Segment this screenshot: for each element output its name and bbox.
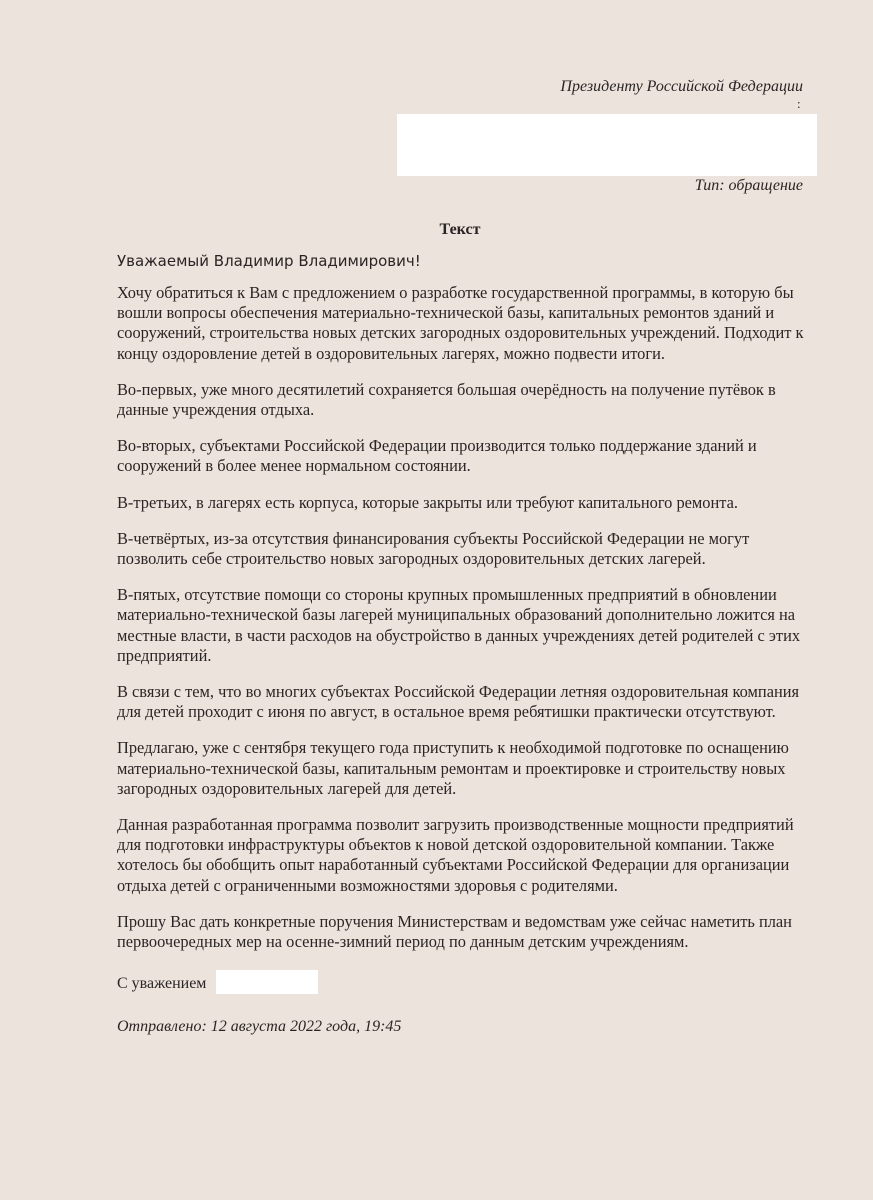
document-type: Тип: обращение [694,177,803,194]
paragraph: В-пятых, отсутствие помощи со стороны крупных промышленных предприятий в обновлении материально-технической базы лагерей муниципальных образований дополнительно ложится на местные власти, в части расходов на обустройство в данных учреждениях детей родителей с этих предприятий. [117,585,801,665]
paragraph: Прошу Вас дать конкретные поручения Министерствам и ведомствам уже сейчас наметить план первоочередных мер на осенне-зимний период по данным детским учреждениям. [117,911,792,952]
paragraph: В связи с тем, что во многих субъектах Российской Федерации летняя оздоровительная компания для детей проходит с июня по август, в остальное время ребятишки практически отсутствуют. [117,682,800,722]
paragraph: В-четвёртых, из-за отсутствия финансирования субъекты Российской Федерации не могут позволить себе строительство новых загородных оздоровительных детских лагерей. [117,528,750,569]
redacted-signature [216,970,318,994]
sent-timestamp: Отправлено: 12 августа 2022 года, 19:45 [117,1018,402,1035]
paragraph: Данная разработанная программа позволит загрузить производственные мощности предприятий для подготовки инфраструктуры объектов к новой детской оздоровительной компании. Также хотелось бы обобщить опыт наработанный субъектами Российской Федерации для организации отдыха детей с ограниченными возможностями здоровья с родителями. [117,815,794,895]
paragraph: Во-вторых, субъектами Российской Федерации производится только поддержание зданий и сооружений в более менее нормальном состоянии. [117,436,757,476]
paragraph: Предлагаю, уже с сентября текущего года приступить к необходимой подготовке по оснащению материально-технической базы, капитальным ремонтам и проектировке и строительству новых загородных оздоровительных лагерей для детей. [117,738,789,798]
document-heading: Текст [439,221,481,238]
greeting: Уважаемый Владимир Владимирович! [117,252,421,270]
addressee-colon: : [797,96,801,111]
addressee-line: Президенту Российской Федерации [560,78,803,95]
signoff: С уважением [117,975,207,992]
letter-body [117,283,807,968]
paragraph: В-третьих, в лагерях есть корпуса, которые закрыты или требуют капитального ремонта. [117,492,739,512]
paragraph: Хочу обратиться к Вам с предложением о разработке государственной программы, в которую бы вошли вопросы обеспечения материально-технической базы, капитальных ремонтов зданий и сооружений, строительства новых детских загородных оздоровительных учреждений. Подходит к концу оздоровление детей в оздоровительных лагерях, можно подвести итоги. [117,283,804,363]
redacted-sender-block [397,114,817,176]
paragraph: Во-первых, уже много десятилетий сохраняется большая очерёдность на получение путёвок в данные учреждения отдыха. [117,379,776,420]
